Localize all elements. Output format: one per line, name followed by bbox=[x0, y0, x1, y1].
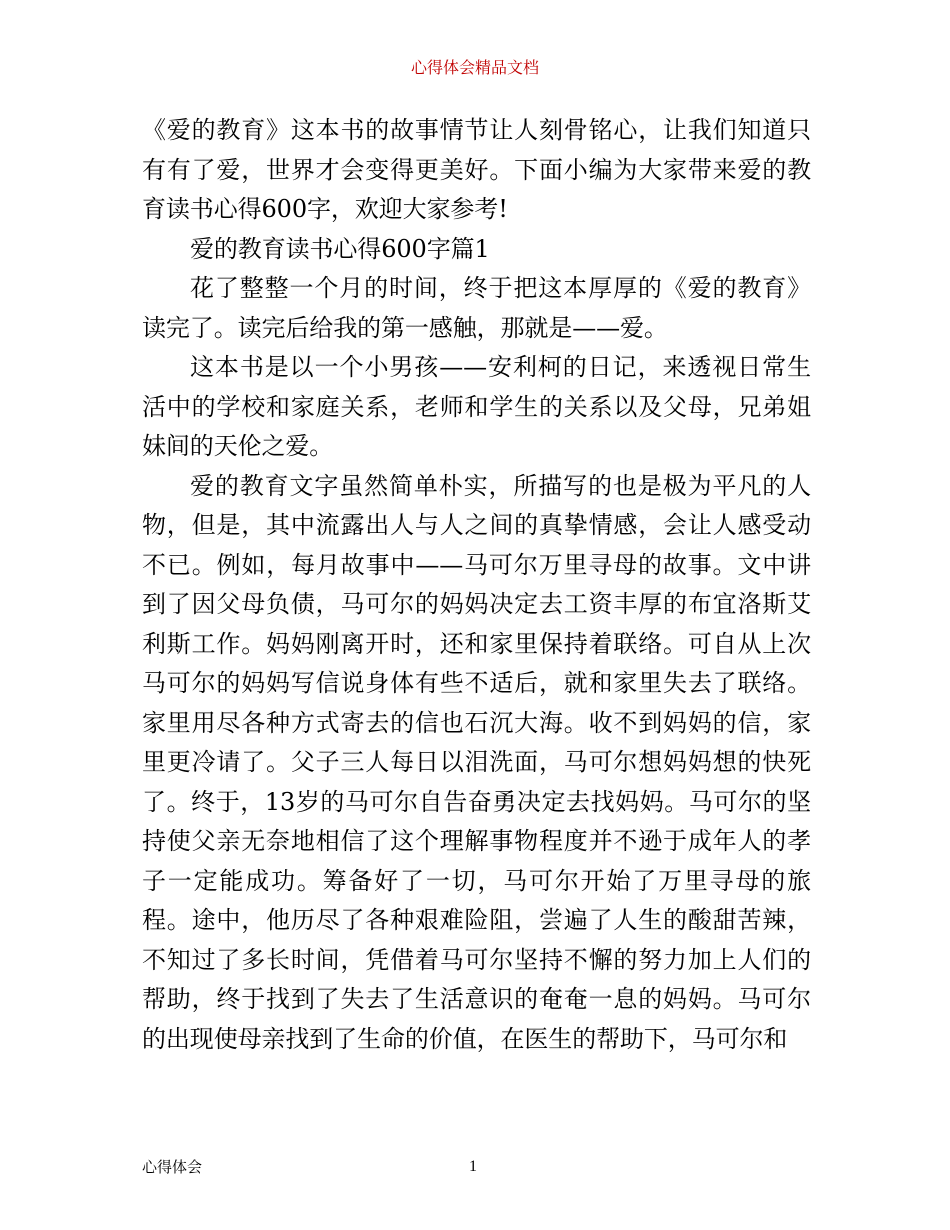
document-body bbox=[142, 111, 811, 1059]
paragraph-3: 爱的教育文字虽然简单朴实，所描写的也是极为平凡的人物，但是，其中流露出人与人之间的真挚情感，会让人感受动不已。例如，每月故事中——马可尔万里寻母的故事。文中讲到了因父母负债，马可尔的妈妈决定去工资丰厚的布宜洛斯艾利斯工作。妈妈刚离开时，还和家里保持着联络。可自从上次马可尔的妈妈写信说身体有些不适后，就和家里失去了联络。家里用尽各种方式寄去的信也石沉大海。收不到妈妈的信，家里更冷请了。父子三人每日以泪洗面，马可尔想妈妈想的快死了。终于，13岁的马可尔自告奋勇决定去找妈妈。马可尔的坚持使父亲无奈地相信了这个理解事物程度并不逊于成年人的孝子一定能成功。筹备好了一切，马可尔开始了万里寻母的旅程。途中，他历尽了各种艰难险阻，尝遍了人生的酸甜苦辣，不知过了多长时间，凭借着马可尔坚持不懈的努力加上人们的帮助，终于找到了失去了生活意识的奄奄一息的妈妈。马可尔的出现使母亲找到了生命的价值，在医生的帮助下，马可尔和 bbox=[142, 471, 811, 1053]
paragraph-1: 花了整整一个月的时间，终于把这本厚厚的《爱的教育》读完了。读完后给我的第一感触，那就是——爱。 bbox=[142, 274, 811, 342]
page-number: 1 bbox=[469, 1158, 477, 1175]
page-header-title: 心得体会精品文档 bbox=[410, 58, 539, 77]
paragraph-2: 这本书是以一个小男孩——安利柯的日记，来透视日常生活中的学校和家庭关系，老师和学生的关系以及父母，兄弟姐妹间的天伦之爱。 bbox=[142, 353, 811, 460]
page-footer-label: 心得体会 bbox=[142, 1158, 203, 1176]
paragraph-intro: 《爱的教育》这本书的故事情节让人刻骨铭心，让我们知道只有有了爱，世界才会变得更美好。下面小编为大家带来爱的教育读书心得600字，欢迎大家参考! bbox=[142, 116, 811, 223]
section-heading: 爱的教育读书心得600字篇1 bbox=[190, 234, 490, 263]
